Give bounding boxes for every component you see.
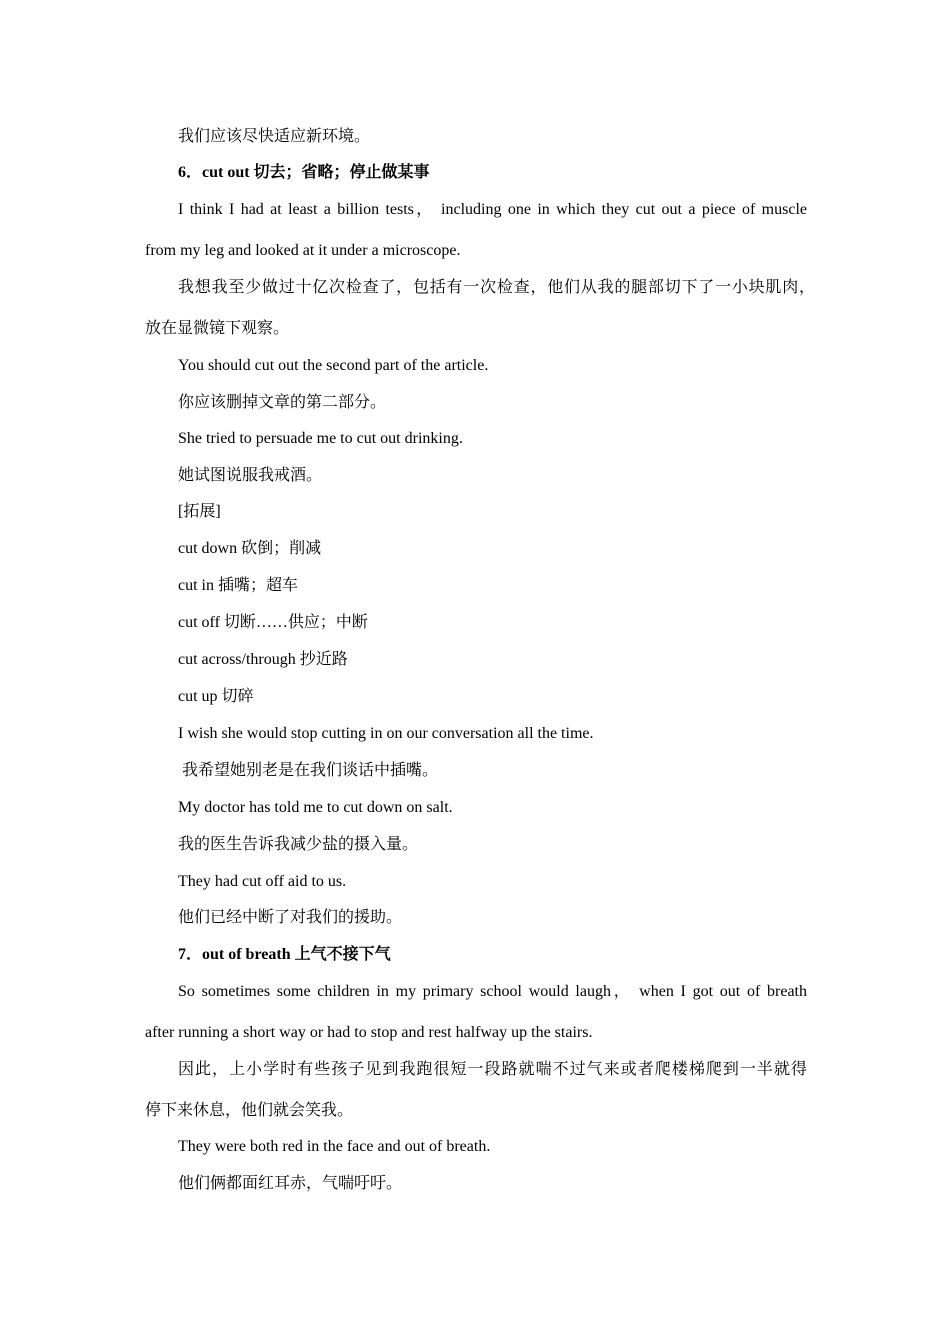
phrase-item: cut across/through 抄近路 (178, 651, 348, 668)
example-sentence: My doctor has told me to cut down on salt. (178, 799, 453, 816)
example-sentence: I wish she would stop cutting in on our conversation all the time. (178, 725, 594, 742)
translation-line: 他们俩都面红耳赤，气喘吁吁。 (178, 1175, 403, 1192)
translation-line: 我想我至少做过十亿次检查了，包括有一次检查，他们从我的腿部切下了一小块肌肉， (178, 279, 815, 296)
text-line: 我们应该尽快适应新环境。 (178, 128, 371, 145)
translation-line: 我希望她别老是在我们谈话中插嘴。 (182, 762, 439, 779)
phrase-item: cut off 切断……供应；中断 (178, 614, 368, 631)
phrase-item: cut up 切碎 (178, 688, 254, 705)
example-sentence: You should cut out the second part of the article. (178, 357, 489, 374)
phrase-item: cut in 插嘴；超车 (178, 577, 298, 594)
example-sentence-continued: after running a short way or had to stop and rest halfway up the stairs. (145, 1024, 593, 1041)
example-sentence: I think I had at least a billion tests， including one in which they cut out a piece of muscle (178, 201, 807, 218)
translation-line-continued: 放在显微镜下观察。 (145, 320, 290, 337)
example-sentence: She tried to persuade me to cut out drinking. (178, 430, 463, 447)
section-heading: 7．out of breath 上气不接下气 (178, 946, 391, 963)
phrase-item: cut down 砍倒；削减 (178, 540, 322, 557)
example-sentence-continued: from my leg and looked at it under a microscope. (145, 242, 461, 259)
translation-line-continued: 停下来休息，他们就会笑我。 (145, 1102, 354, 1119)
extension-label: [拓展] (178, 503, 221, 520)
example-sentence: They were both red in the face and out of breath. (178, 1138, 491, 1155)
example-sentence: They had cut off aid to us. (178, 873, 347, 890)
translation-line: 他们已经中断了对我们的援助。 (178, 909, 403, 926)
translation-line: 你应该删掉文章的第二部分。 (178, 394, 387, 411)
example-sentence: So sometimes some children in my primary school would laugh， when I got out of breath (178, 983, 807, 1000)
section-heading: 6．cut out 切去；省略；停止做某事 (178, 164, 430, 181)
translation-line: 她试图说服我戒酒。 (178, 467, 323, 484)
translation-line: 我的医生告诉我减少盐的摄入量。 (178, 836, 419, 853)
translation-line: 因此，上小学时有些孩子见到我跑很短一段路就喘不过气来或者爬楼梯爬到一半就得 (178, 1061, 807, 1078)
